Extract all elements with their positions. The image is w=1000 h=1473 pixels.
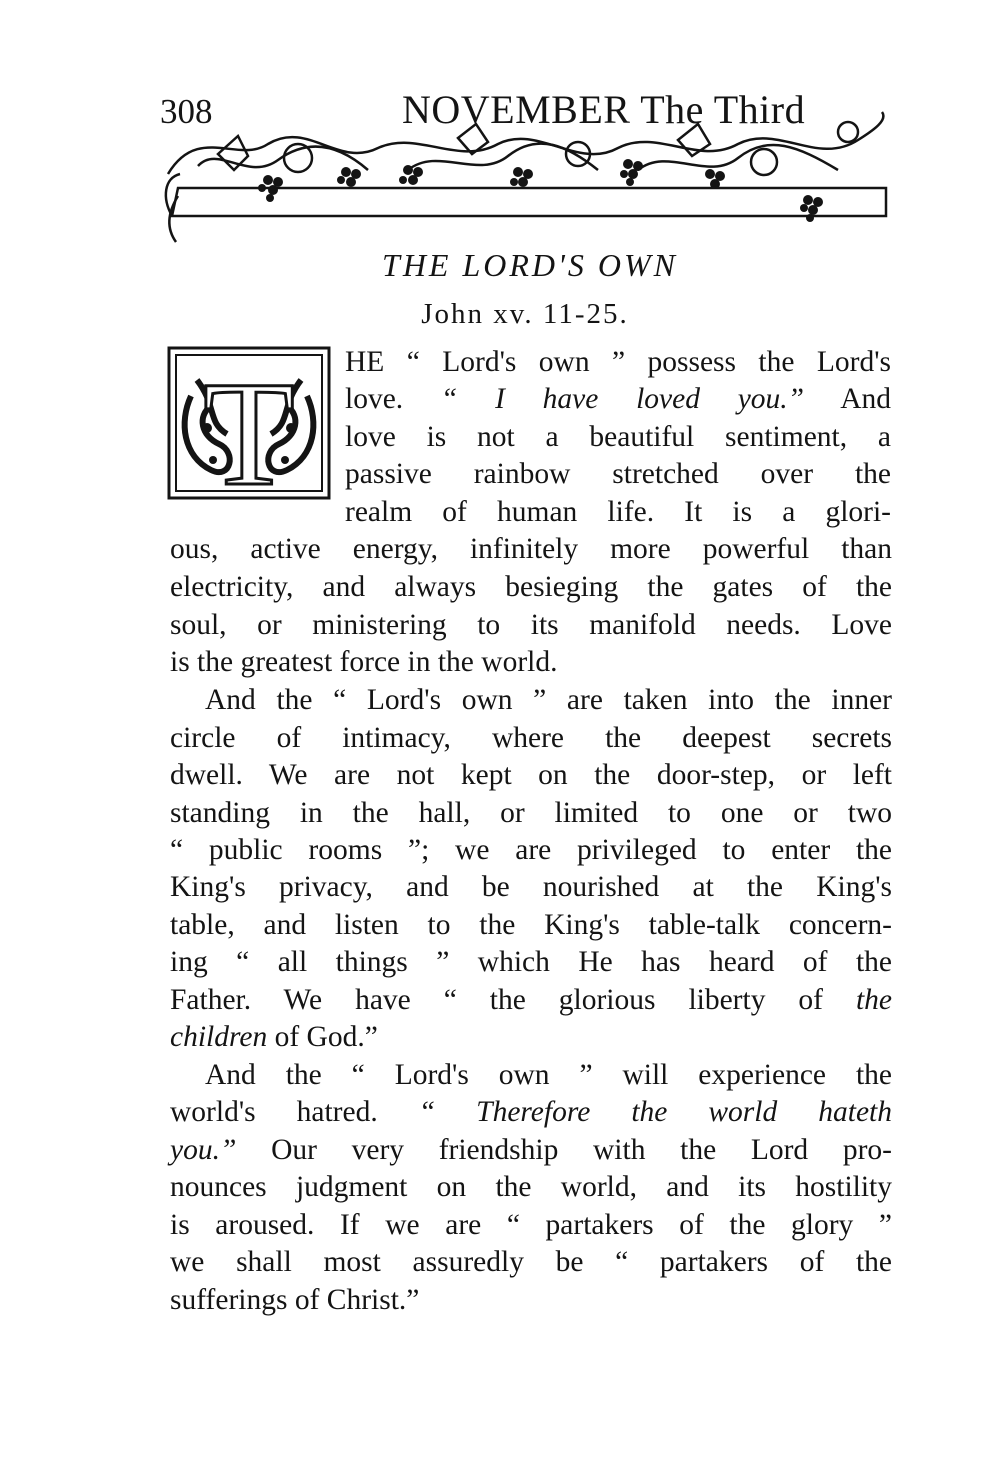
text-line: world's hatred. “ Therefore the world hateth xyxy=(170,1096,892,1128)
text-line: standing in the hall, or limited to one or two xyxy=(170,797,892,829)
text-line: And the “ Lord's own ” will experience the xyxy=(205,1059,892,1091)
text-line: nounces judgment on the world, and its hostility xyxy=(170,1171,892,1203)
text-line: soul, or ministering to its manifold needs. Love xyxy=(170,609,892,641)
text-line: sufferings of Christ.” xyxy=(170,1284,420,1316)
text-line: love. “ I have loved you.” And xyxy=(345,383,892,415)
text-line: HE “ Lord's own ” possess the Lord's xyxy=(345,346,891,378)
text-line: you.” Our very friendship with the Lord pro- xyxy=(170,1134,893,1166)
text-line: we shall most assuredly be “ partakers of the xyxy=(170,1246,892,1278)
text-line: realm of human life. It is a glori- xyxy=(345,496,891,528)
text-line: electricity, and always besieging the gates of the xyxy=(170,571,892,603)
text-line: dwell. We are not kept on the door-step, or left xyxy=(170,759,892,791)
text-line: children of God.” xyxy=(170,1021,378,1053)
text-line: circle of intimacy, where the deepest secrets xyxy=(170,722,892,754)
text-line: Father. We have “ the glorious liberty of the xyxy=(170,984,893,1016)
text-line: table, and listen to the King's table-talk concern- xyxy=(170,909,892,941)
drop-cap-text: T xyxy=(203,351,295,500)
text-line: And the “ Lord's own ” are taken into the inner xyxy=(205,684,892,716)
drop-cap-letter xyxy=(167,346,331,500)
text-line: ing “ all things ” which He has heard of the xyxy=(170,946,892,978)
running-head: NOVEMBER The Third xyxy=(402,87,806,132)
chapter-title: THE LORD'S OWN xyxy=(382,247,678,283)
page-number: 308 xyxy=(160,92,213,131)
drop-cap xyxy=(167,346,331,505)
text-line: love is not a beautiful sentiment, a xyxy=(345,421,891,453)
text-line: passive rainbow stretched over the xyxy=(345,458,891,490)
text-line: “ public rooms ”; we are privileged to enter the xyxy=(170,834,892,866)
text-line: ous, active energy, infinitely more powerful than xyxy=(170,533,892,565)
scripture-reference: John xv. 11-25. xyxy=(421,298,629,330)
text-line: is the greatest force in the world. xyxy=(170,646,558,678)
text-line: is aroused. If we are “ partakers of the glory ” xyxy=(170,1209,892,1241)
text-line: King's privacy, and be nourished at the King's xyxy=(170,871,892,903)
grapevine-headpiece xyxy=(158,104,898,244)
